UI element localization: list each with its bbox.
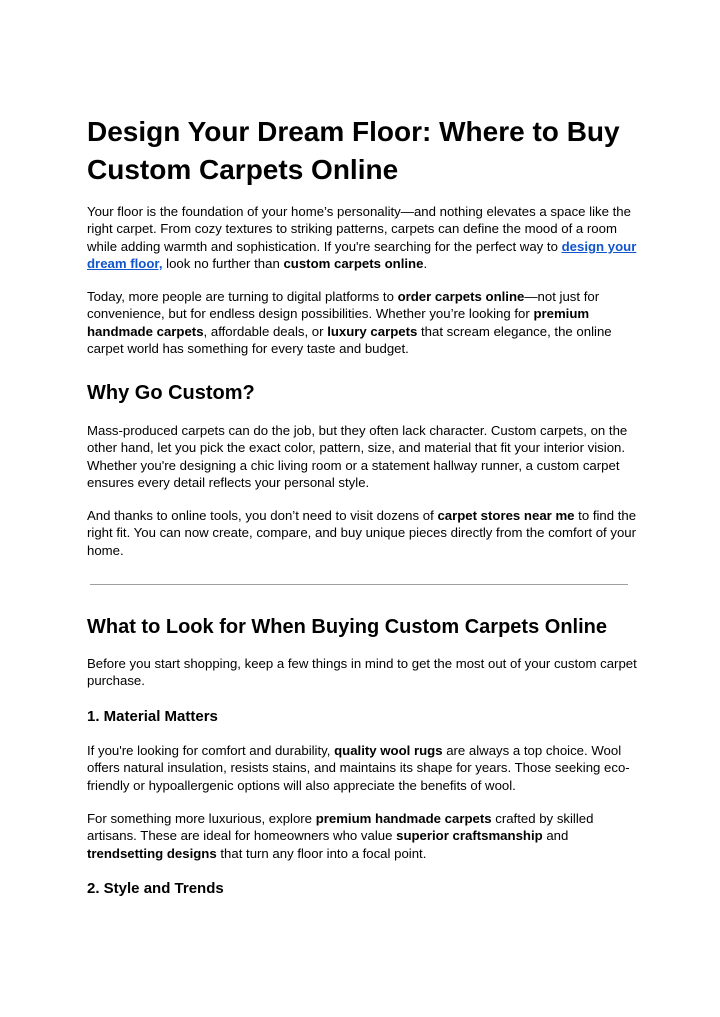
intro-bold-custom-carpets: custom carpets online [283,256,424,272]
heading-style-and-trends: 2. Style and Trends [87,880,224,897]
p2-bold-handmade: premium handmade carpets [87,306,590,339]
p7-text-1: For something more luxurious, explore [87,811,316,826]
horizontal-divider [90,584,628,585]
p7-bold-craftsmanship: superior craftsmanship [396,828,543,844]
p4-text-2: to find the right fit. You can now create, compare, and buy unique pieces directly from the comfort of your home. [87,508,637,558]
p7-text-2: crafted by skilled artisans. These are ideal for homeowners who value [87,811,594,844]
p7-bold-handmade: premium handmade carpets [315,811,492,826]
p2-text-4: that scream elegance, the online carpet world has something for every taste and budget. [87,323,612,357]
wool-paragraph [87,742,643,794]
luxurious-paragraph [87,810,643,862]
design-dream-floor-link[interactable]: design your dream floor, [87,238,637,272]
p2-text-3: , affordable deals, or [203,323,328,339]
p6-text-1: If you're looking for comfort and durability, [87,743,335,758]
p7-text-3: and [542,828,569,844]
intro-paragraph [87,203,643,273]
online-tools-paragraph [87,507,643,559]
p4-text-1: And thanks to online tools, you don’t need to visit dozens of [87,508,438,523]
intro-text-1: Your floor is the foundation of your home’s personality—and nothing elevates a space like the right carpet. From cozy textures to striking patterns, carpets can define the mood of a room while adding warmth and sophistication. If you're searching for the perfect way to [87,204,631,254]
digital-platforms-paragraph [87,288,643,358]
p7-text-4: that turn any floor into a focal point. [216,845,427,861]
heading-why-go-custom: Why Go Custom? [87,382,255,404]
p6-text-2: are always a top choice. Wool offers natural insulation, resists stains, and maintains its shape for years. Those seeking eco-friendly or hypoallergenic options will also appreciate the benefits of wool. [87,743,630,793]
intro-text-2: look no further than [162,256,284,272]
heading-what-to-look-for: What to Look for When Buying Custom Carpets Online [87,616,607,638]
mass-produced-paragraph: Mass-produced carpets can do the job, but they often lack character. Custom carpets, on the other hand, let you pick the exact color, pattern, size, and material that fit your interior vision. Whether you're designing a chic living room or a statement hallway runner, a custom carpet ensures every detail reflects your personal style. [87,423,628,491]
p2-bold-luxury: luxury carpets [327,323,418,339]
intro-text-3: . [423,256,428,272]
heading-material-matters: 1. Material Matters [87,708,218,725]
page-title: Design Your Dream Floor: Where to Buy Custom Carpets Online [87,116,620,185]
p2-text-2: —not just for convenience, but for endless design possibilities. Whether you’re looking for [87,289,600,322]
p4-bold-stores-near-me: carpet stores near me [437,508,575,523]
p2-text-1: Today, more people are turning to digital platforms to [87,289,398,304]
p7-bold-trendsetting: trendsetting designs [87,845,217,861]
p6-bold-wool-rugs: quality wool rugs [334,743,443,758]
before-shopping-paragraph: Before you start shopping, keep a few things in mind to get the most out of your custom carpet purchase. [87,656,637,689]
p2-bold-order-carpets: order carpets online [397,289,525,304]
